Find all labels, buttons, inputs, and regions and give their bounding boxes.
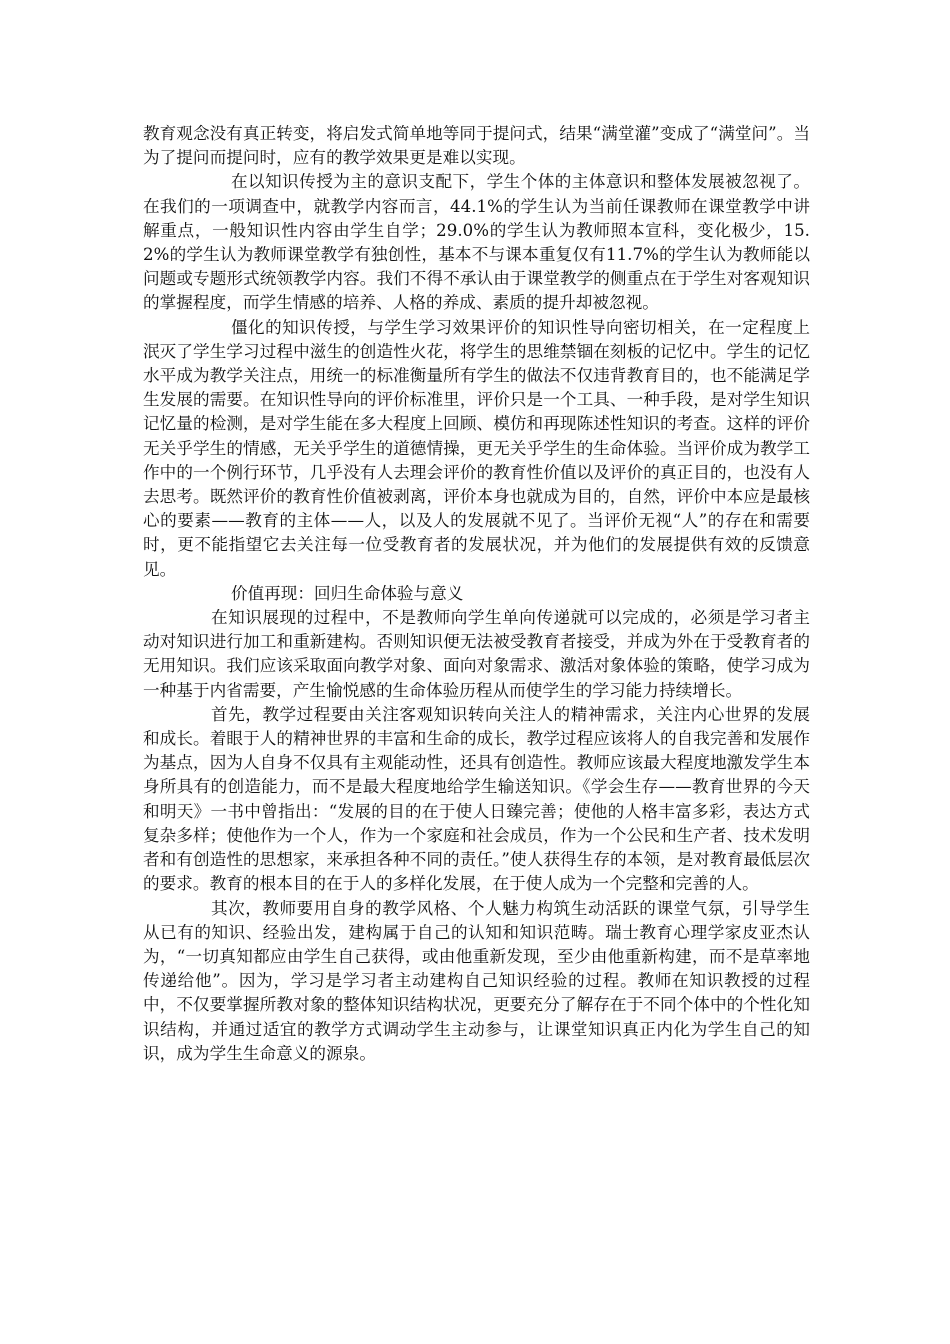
paragraph-6: 其次，教师要用自身的教学风格、个人魅力构筑生动活跃的课堂气氛，引导学生从已有的知识、经验出发，建构属于自己的认知和知识范畴。瑞士教育心理学家皮亚杰认为，“一切真知都应由学生自己获得，或由他重新发现，至少由他重新构建，而不是草率地传递给他”。因为，学习是学习者主动建构自己知识经验的过程。教师在知识教授的过程中，不仅要掌握所教对象的整体知识结构状况，更要充分了解存在于不同个体中的个性化知识结构，并通过适宜的教学方式调动学生主动参与，让课堂知识真正内化为学生自己的知识，成为学生生命意义的源泉。 bbox=[143, 898, 810, 1063]
document-body bbox=[143, 122, 810, 1066]
paragraph-1: 教育观念没有真正转变，将启发式简单地等同于提问式，结果“满堂灌”变成了“满堂问”。当为了提问而提问时，应有的教学效果更是难以实现。 bbox=[143, 124, 810, 168]
paragraph-3: 僵化的知识传授，与学生学习效果评价的知识性导向密切相关，在一定程度上泯灭了学生学习过程中滋生的创造性火花，将学生的思维禁锢在刻板的记忆中。学生的记忆水平成为教学关注点，用统一的标准衡量所有学生的做法不仅违背教育目的，也不能满足学生发展的需要。在知识性导向的评价标准里，评价只是一个工具、一种手段，是对学生知识记忆量的检测，是对学生能在多大程度上回顾、模仿和再现陈述性知识的考查。这样的评价无关乎学生的情感，无关乎学生的道德情操，更无关乎学生的生命体验。当评价成为教学工作中的一个例行环节，几乎没有人去理会评价的教育性价值以及评价的真正目的，也没有人去思考。既然评价的教育性价值被剥离，评价本身也就成为目的，自然，评价中本应是最核心的要素——教育的主体——人，以及人的发展就不见了。当评价无视“人”的存在和需要时，更不能指望它去关注每一位受教育者的发展状况，并为他们的发展提供有效的反馈意见。 bbox=[143, 317, 810, 579]
paragraph-2: 在以知识传授为主的意识支配下，学生个体的主体意识和整体发展被忽视了。在我们的一项调查中，就教学内容而言，44.1%的学生认为当前任课教师在课堂教学中讲解重点，一般知识性内容由学生自学；29.0%的学生认为教师照本宣科，变化极少，15.2%的学生认为教师课堂教学有独创性，基本不与课本重复仅有11.7%的学生认为教师能以问题或专题形式统领教学内容。我们不得不承认由于课堂教学的侧重点在于学生对客观知识的掌握程度，而学生情感的培养、人格的养成、素质的提升却被忽视。 bbox=[143, 172, 810, 313]
section-heading: 价值再现：回归生命体验与意义 bbox=[231, 583, 464, 603]
paragraph-5: 首先，教学过程要由关注客观知识转向关注人的精神需求，关注内心世界的发展和成长。着眼于人的精神世界的丰富和生命的成长，教学过程应该将人的自我完善和发展作为基点，因为人自身不仅具有主观能动性，还具有创造性。教师应该最大程度地激发学生本身所具有的创造能力，而不是最大程度地给学生输送知识。《学会生存——教育世界的今天和明天》一书中曾指出：“发展的目的在于使人日臻完善；使他的人格丰富多彩，表达方式复杂多样；使他作为一个人，作为一个家庭和社会成员，作为一个公民和生产者、技术发明者和有创造性的思想家，来承担各种不同的责任。”使人获得生存的本领，是对教育最低层次的要求。教育的根本目的在于人的多样化发展，在于使人成为一个完整和完善的人。 bbox=[143, 704, 810, 894]
paragraph-4: 在知识展现的过程中，不是教师向学生单向传递就可以完成的，必须是学习者主动对知识进行加工和重新建构。否则知识便无法被受教育者接受，并成为外在于受教育者的无用知识。我们应该采取面向教学对象、面向对象需求、激活对象体验的策略，使学习成为一种基于内省需要，产生愉悦感的生命体验历程从而使学生的学习能力持续增长。 bbox=[143, 608, 810, 700]
